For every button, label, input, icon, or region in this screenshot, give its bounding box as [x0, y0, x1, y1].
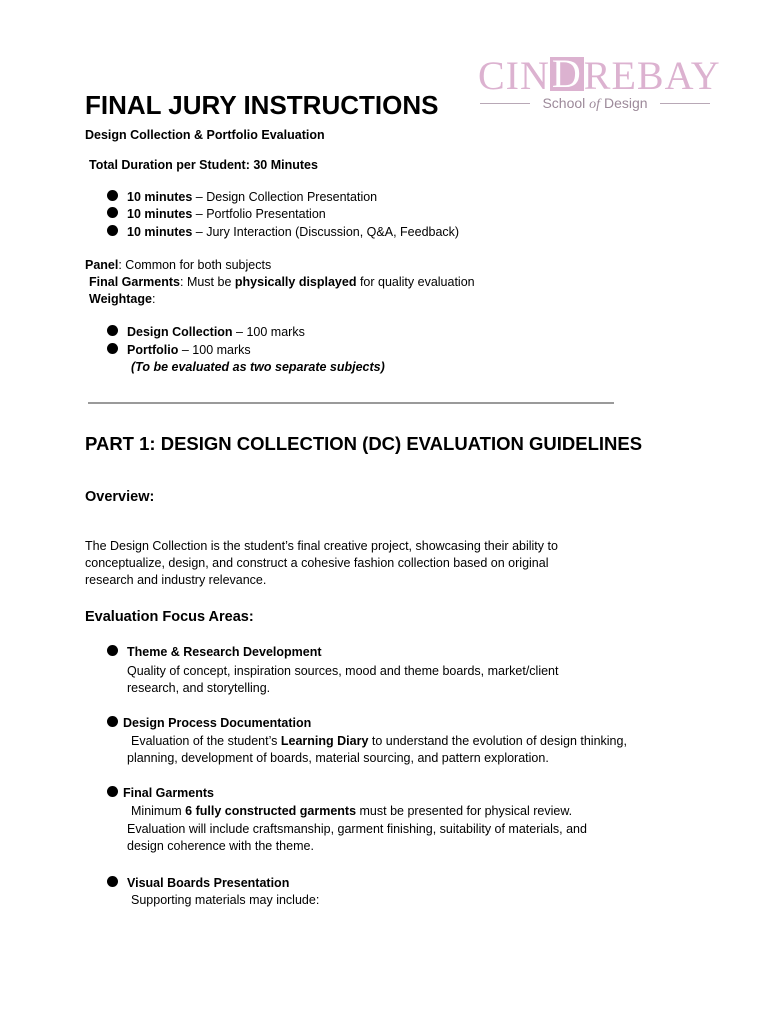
focus-item-desc: Supporting materials may include: [131, 893, 320, 907]
bullet-icon [107, 876, 118, 887]
schedule-time: 10 minutes [127, 225, 193, 239]
bullet-icon [107, 325, 118, 336]
schedule-item [127, 224, 459, 241]
final-garments-label: Final Garments [89, 275, 180, 289]
schedule-text: – Design Collection Presentation [192, 190, 378, 204]
focus-desc-emphasis: 6 fully constructed garments [185, 804, 357, 818]
focus-heading: Evaluation Focus Areas: [85, 609, 254, 625]
weightage-item [127, 324, 305, 341]
bullet-icon [107, 786, 118, 797]
duration-line: Total Duration per Student: 30 Minutes [89, 158, 318, 172]
bullet-icon [107, 343, 118, 354]
logo-sub-prefix: School [542, 95, 590, 111]
focus-desc-text-end: to understand the evolution of design thinking, planning, development of boards, material sourcing, and pattern exploration. [127, 734, 627, 765]
panel-text: : Common for both subjects [118, 258, 272, 272]
focus-item-title: Final Garments [123, 786, 214, 800]
overview-heading: Overview: [85, 489, 155, 505]
weightage-item-text: – 100 marks [232, 325, 305, 339]
bullet-icon [107, 225, 118, 236]
bullet-icon [107, 645, 118, 656]
logo-subtitle [480, 94, 710, 112]
focus-item-desc: Quality of concept, inspiration sources, mood and theme boards, market/client research, and storytelling. [127, 664, 559, 695]
weightage-note: (To be evaluated as two separate subjects) [131, 360, 385, 374]
schedule-time: 10 minutes [127, 190, 193, 204]
final-garments-line [89, 274, 475, 291]
focus-item-desc [131, 803, 572, 820]
logo-brand-end: REBAY [583, 53, 721, 98]
logo-brand-d: D [551, 51, 582, 96]
panel-line [85, 257, 271, 274]
bullet-icon [107, 716, 118, 727]
schedule-text: – Portfolio Presentation [192, 207, 326, 221]
schedule-item [127, 189, 377, 206]
weightage-item-label: Portfolio [127, 343, 179, 357]
weightage-item-label: Design Collection [127, 325, 233, 339]
schedule-time: 10 minutes [127, 207, 193, 221]
weightage-label: Weightage [89, 292, 152, 306]
final-garments-text: : Must be [180, 275, 235, 289]
weightage-item [127, 342, 251, 359]
schedule-text: – Jury Interaction (Discussion, Q&A, Feedback) [192, 225, 460, 239]
focus-item-desc-2: Evaluation will include craftsmanship, garment finishing, suitability of materials, and design coherence with the theme. [127, 822, 587, 853]
overview-text: The Design Collection is the student’s final creative project, showcasing their ability to conceptualize, design, and construct a cohesive fashion collection based on original research and industry relevance. [85, 539, 558, 587]
bullet-icon [107, 207, 118, 218]
logo-sub-suffix: Design [600, 95, 648, 111]
page-title: FINAL JURY INSTRUCTIONS [85, 90, 439, 120]
focus-desc-text-end: must be presented for physical review. [356, 804, 573, 818]
panel-label: Panel [85, 258, 119, 272]
final-garments-emphasis: physically displayed [234, 275, 357, 289]
focus-item-title: Visual Boards Presentation [127, 876, 290, 890]
focus-desc-text: Minimum [131, 804, 186, 818]
schedule-item [127, 206, 326, 223]
focus-item-title: Design Process Documentation [123, 716, 312, 730]
logo-brand-start: CIN [478, 53, 550, 98]
logo-right-line [660, 103, 710, 104]
final-garments-text-end: for quality evaluation [356, 275, 475, 289]
part1-heading: PART 1: DESIGN COLLECTION (DC) EVALUATION GUIDELINES [85, 433, 643, 454]
focus-item-desc [127, 733, 627, 767]
weightage-item-text: – 100 marks [178, 343, 251, 357]
weightage-colon: : [151, 292, 156, 306]
page-subtitle: Design Collection & Portfolio Evaluation [85, 128, 325, 142]
logo-sub-of: of [589, 97, 601, 112]
weightage-line [89, 291, 155, 308]
bullet-icon [107, 190, 118, 201]
focus-item-title: Theme & Research Development [127, 645, 322, 659]
section-divider [88, 402, 614, 404]
logo-left-line [480, 103, 530, 104]
focus-desc-text: Evaluation of the student’s [131, 734, 281, 748]
focus-desc-emphasis: Learning Diary [280, 734, 369, 748]
school-logo [478, 51, 721, 98]
